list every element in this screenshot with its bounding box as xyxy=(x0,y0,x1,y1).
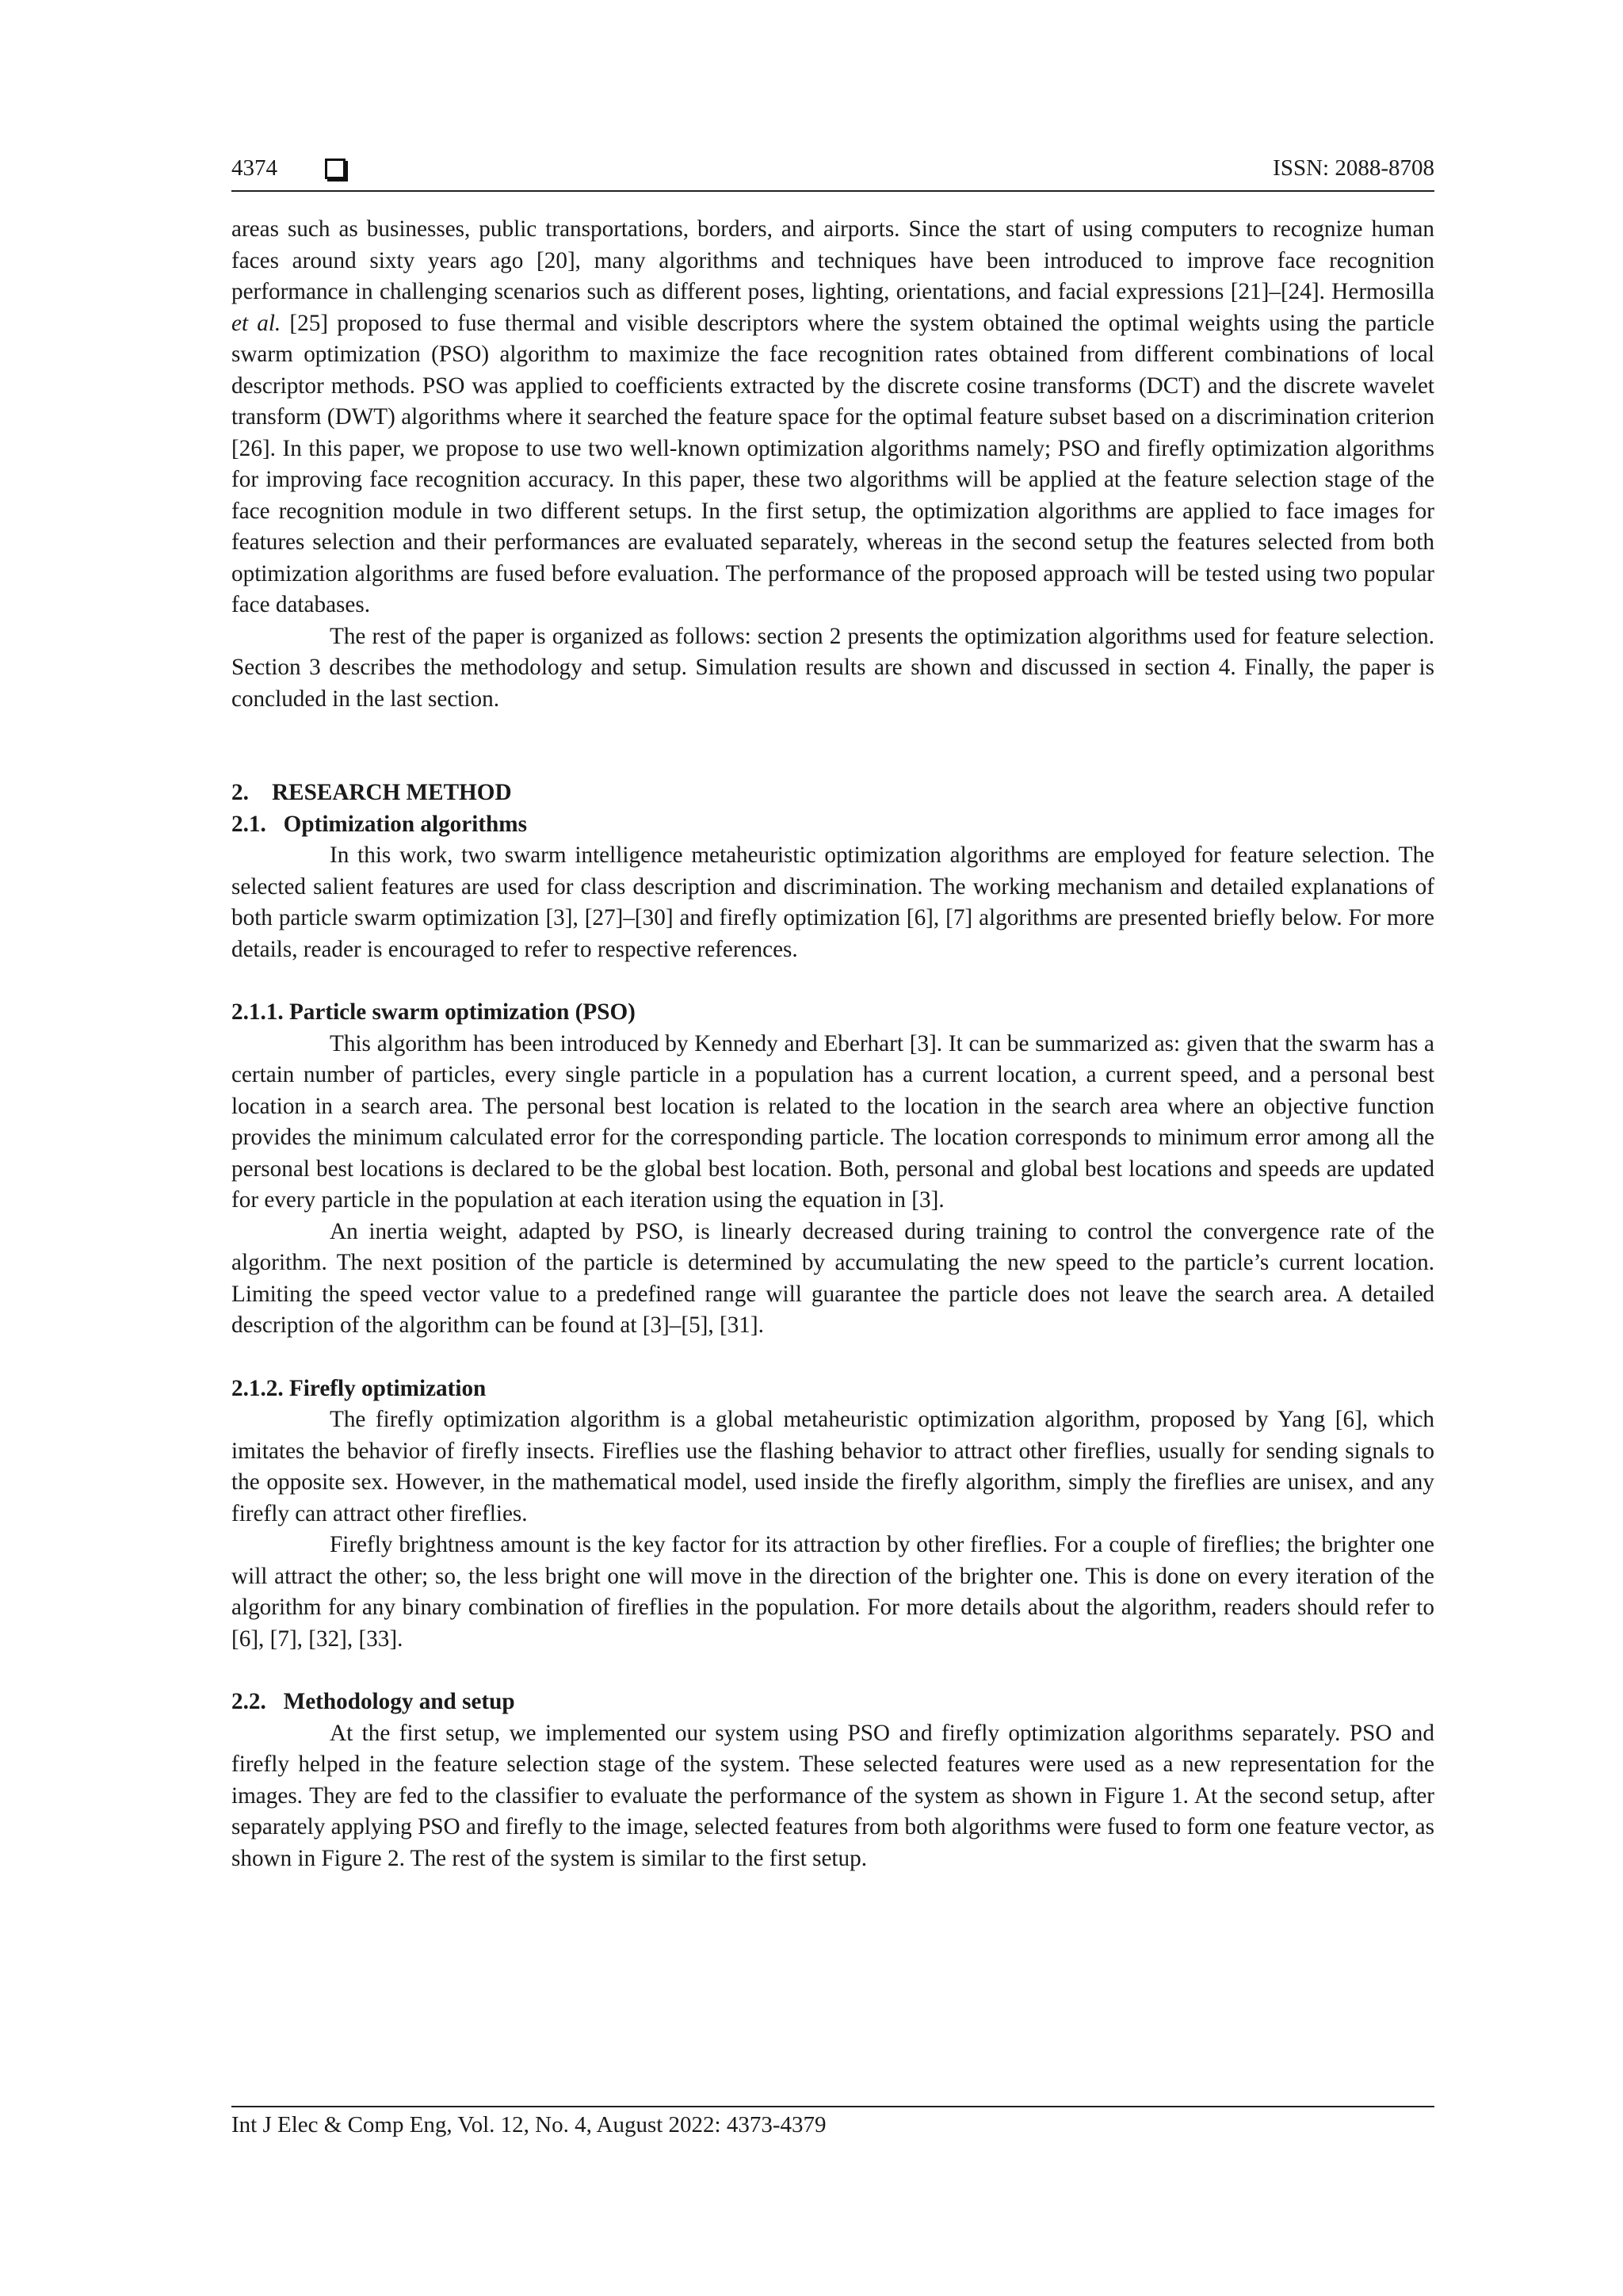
square-bullet-icon xyxy=(325,159,346,179)
et-al-italic: et al. xyxy=(231,310,281,336)
subsection-2-1-heading: 2.1. Optimization algorithms xyxy=(231,811,527,837)
journal-citation: Int J Elec & Comp Eng, Vol. 12, No. 4, August 2022: 4373-4379 xyxy=(231,2112,827,2137)
firefly-paragraph-2: Firefly brightness amount is the key factor for its attraction by other fireflies. For a couple of fireflies; the brighter one will attract the other; so, the less bright one will move in the direction of the brighter one. This is done on every iteration of the algorithm for any binary combination of fireflies in the population. For more details about the algorithm, readers should refer to [6], [7], [32], [33]. xyxy=(231,1532,1434,1652)
page-header xyxy=(231,155,1434,192)
section-2-heading: 2. RESEARCH METHOD xyxy=(231,780,512,805)
page-body xyxy=(231,214,1434,1874)
pso-paragraph-1: This algorithm has been introduced by Kennedy and Eberhart [3]. It can be summarized as: given that the swarm has a certain number of particles, every single particle in a population has a current location, a current speed, and a personal best location in a search area. The personal best location is related to the location in the search area where an objective function provides the minimum calculated error for the corresponding particle. The location corresponds to minimum error among all the personal best locations is declared to be the global best location. Both, personal and global best locations and speeds are updated for every particle in the population at each iteration using the equation in [3]. xyxy=(231,1030,1434,1213)
pso-paragraph-2: An inertia weight, adapted by PSO, is linearly decreased during training to control the convergence rate of the algorithm. The next position of the particle is determined by accumulating the new speed to the particle’s current location. Limiting the speed vector value to a predefined range will guarantee the particle does not leave the search area. A detailed description of the algorithm can be found at [3]–[5], [31]. xyxy=(231,1218,1434,1338)
subsection-2-1-2-heading: 2.1.2. Firefly optimization xyxy=(231,1375,487,1401)
intro-paragraph-1: areas such as businesses, public transportations, borders, and airports. Since the start of using computers to recognize human faces around sixty years ago [20], many algorithms and techniques have been introduced to improve face recognition performance in challenging scenarios such as different poses, lighting, orientations, and facial expressions [21]–[24]. Hermosilla et al. [25] proposed to fuse thermal and visible descriptors where the system obtained the optimal weights using the particle swarm optimization (PSO) algorithm to maximize the face recognition rates obtained from different combinations of local descriptor methods. PSO was applied to coefficients extracted by the discrete cosine transforms (DCT) and the discrete wavelet transform (DWT) algorithms where it searched the feature space for the optimal feature subset based on a discrimination criterion [26]. In this paper, we propose to use two well-known optimization algorithms namely; PSO and firefly optimization algorithms for improving face recognition accuracy. In this paper, these two algorithms will be applied at the feature selection stage of the face recognition module in two different setups. In the first setup, the optimization algorithms are applied to face images for features selection and their performances are evaluated separately, whereas in the second setup the features selected from both optimization algorithms are fused before evaluation. The performance of the proposed approach will be tested using two popular face databases. xyxy=(231,216,1434,617)
subsection-2-1-text: In this work, two swarm intelligence metaheuristic optimization algorithms are employed for feature selection. The selected salient features are used for class description and discrimination. The working mechanism and detailed explanations of both particle swarm optimization [3], [27]–[30] and firefly optimization [6], [7] algorithms are presented briefly below. For more details, reader is encouraged to refer to respective references. xyxy=(231,842,1434,962)
subsection-2-2-heading: 2.2. Methodology and setup xyxy=(231,1689,515,1714)
firefly-paragraph-1: The firefly optimization algorithm is a global metaheuristic optimization algorithm, proposed by Yang [6], which imitates the behavior of firefly insects. Fireflies use the flashing behavior to attract other fireflies, usually for sending signals to the opposite sex. However, in the mathematical model, used inside the firefly algorithm, simply the fireflies are unisex, and any firefly can attract other fireflies. xyxy=(231,1407,1434,1526)
intro-paragraph-2: The rest of the paper is organized as follows: section 2 presents the optimization algorithms used for feature selection. Section 3 describes the methodology and setup. Simulation results are shown and discussed in section 4. Finally, the paper is concluded in the last section. xyxy=(231,623,1434,712)
subsection-2-1-1-heading: 2.1.1. Particle swarm optimization (PSO) xyxy=(231,999,636,1025)
page-footer xyxy=(231,2106,1434,2138)
methodology-paragraph: At the first setup, we implemented our system using PSO and firefly optimization algorithms separately. PSO and firefly helped in the feature selection stage of the system. These selected features were used as a new representation for the images. They are fed to the classifier to evaluate the performance of the system as shown in Figure 1. At the second setup, after separately applying PSO and firefly to the image, selected features from both algorithms were fused to form one feature vector, as shown in Figure 2. The rest of the system is similar to the first setup. xyxy=(231,1720,1434,1871)
page-number: 4374 xyxy=(231,155,277,181)
journal-issn: ISSN: 2088-8708 xyxy=(1273,155,1434,181)
